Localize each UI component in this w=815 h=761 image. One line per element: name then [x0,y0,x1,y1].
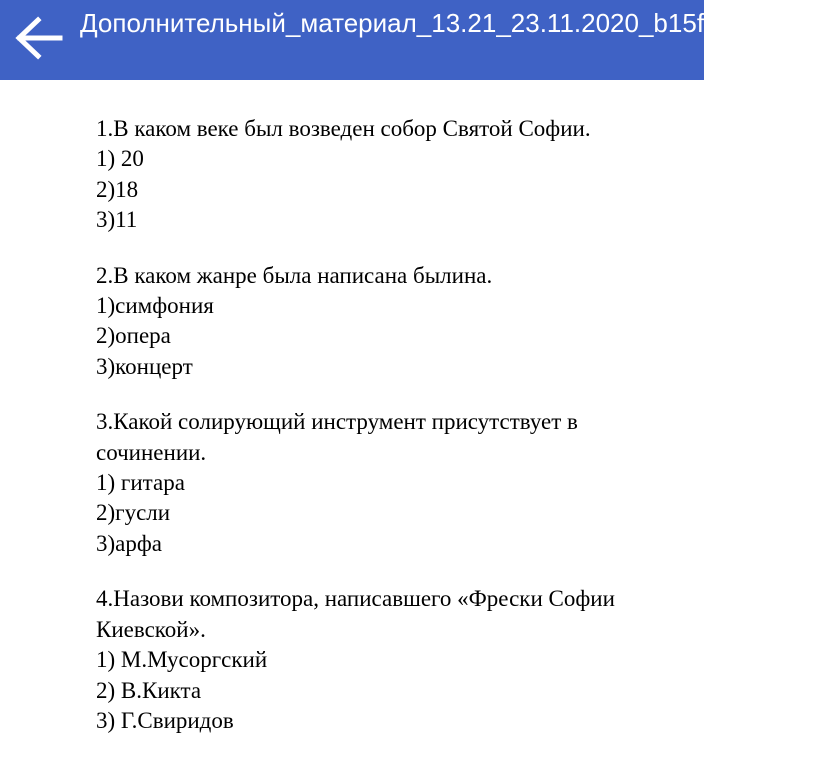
arrow-left-icon [12,16,64,60]
question-3 [96,407,666,559]
back-button[interactable] [8,10,68,66]
question-text: 3.Какой солирующий инструмент присутствует в сочинении. [96,409,578,465]
question-text: 4.Назови композитора, написавшего «Фрески Софии Киевской». [96,586,615,642]
top-app-bar [0,0,815,80]
answer-option: 3) Г.Свиридов [96,707,234,733]
answer-option: 2) В.Кикта [96,677,202,703]
question-text: 1.В каком веке был возведен собор Святой Софии. [96,116,591,141]
answer-option: 1) М.Мусоргский [96,647,268,673]
answer-option: 3)11 [96,207,138,233]
answer-option: 1)симфония [96,293,214,319]
document-body [96,114,666,761]
question-2 [96,261,666,383]
question-text: 2.В каком жанре была написана былина. [96,262,493,288]
answer-option: 1) гитара [96,470,185,496]
answer-option: 2)опера [96,323,171,349]
answer-option: 3)арфа [96,530,162,556]
answer-option: 3)концерт [96,353,193,379]
question-4 [96,584,666,736]
answer-option: 1) 20 [96,146,144,172]
question-1 [96,114,666,236]
answer-option: 2)гусли [96,500,171,526]
answer-option: 2)18 [96,176,139,202]
document-title: Дополнительный_материал_13.21_23.11.2020_b15fc2ef.docx [80,8,815,38]
